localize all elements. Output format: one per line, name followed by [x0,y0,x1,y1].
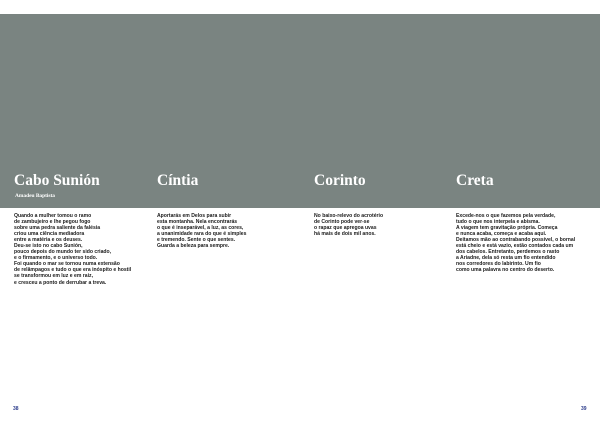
poem-line: Guarda a beleza para sempre. [157,243,230,250]
poem-line: pouco depois do mundo ter sido criado, [14,249,112,256]
section-title: Corinto [314,172,366,189]
poem-line: nos corredores do labirinto. Um fio [456,261,541,268]
poem-line: dos cabelos. Entretanto, perdemos o rasto [456,249,560,256]
poem-line: Deu-se isto no cabo Sunión, [14,243,83,250]
section-title: Creta [456,172,494,189]
poem-line: e tremendo. Sente o que sentes. [157,237,236,244]
poem-line: de zambujeiro e lhe pegou fogo [14,219,91,226]
poem-line: o que é inseparável, a luz, as cores, [157,225,244,232]
page-number-left: 38 [13,406,19,412]
poem-line: e nunca acaba, começa e acaba aqui. [456,231,547,238]
poem-line: Deitamos mão ao contrabando possível, o bornal [456,237,576,244]
poem-line: de Corinto pode ver-se [314,219,370,226]
poem-line: Quando a mulher tomou o ramo [14,213,92,219]
section-title: Cabo Sunión [14,172,100,189]
poem-line: a unanimidade rara do que é simples [157,231,247,238]
section-title: Cíntia [157,172,199,189]
poem-line: há mais de dois mil anos. [314,231,376,238]
poem-line: sobre uma pedra saliente da falésia [14,225,101,232]
poem-line: esta montanha. Nela encontrarás [157,219,238,226]
poem-line: e o firmamento, e o universo todo. [14,255,98,262]
poem-line: o rapaz que apregoa uvas [314,225,377,232]
poem-line: No baixo-relevo do acrotério [314,213,384,219]
poem-line: a Ariadne, dela só resta um fio entendido [456,255,556,262]
poem-line: Excede-nos o que fazemos pela verdade, [456,213,556,219]
poem-line: tudo o que nos interpela e abisma. [456,219,540,226]
poem-body [314,213,383,237]
poem-line: A viagem tem gravitação própria. Começa [456,225,558,232]
poem-body [456,213,575,273]
page-number-right: 39 [581,406,587,412]
poem-line: Foi quando o mar se tornou numa extensão [14,261,120,268]
poem-line: se transformou em luz e em raiz, [14,273,93,280]
poem-body [157,213,246,249]
poem-line: entre a matéria e os deuses. [14,237,83,244]
poem-line: e cresceu a ponto de derrubar a treva. [14,279,107,286]
poem-line: como uma palavra no centro do deserto. [456,267,555,274]
poem-line: criou uma ciência mediadora [14,231,85,238]
poem-line: Aportarás em Delos para subir [157,213,232,219]
poem-body [14,213,131,286]
poem-line: de relâmpagos e tudo o que era inóspito e hostil [14,267,132,274]
section-author: Amadeu Baptista [15,193,55,199]
poem-line: está cheio e está vazio, estão contados cada um [456,243,574,250]
